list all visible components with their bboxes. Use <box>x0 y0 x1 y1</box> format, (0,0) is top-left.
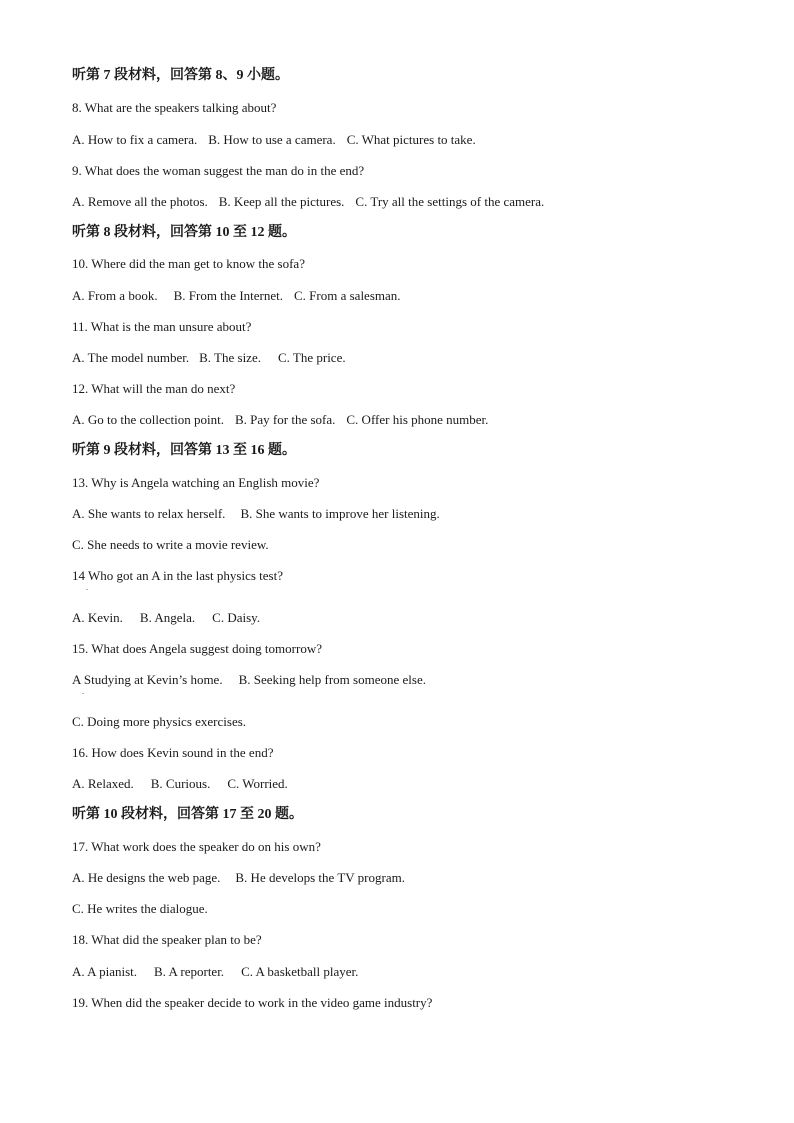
stray-dot: . <box>86 583 88 592</box>
option-13a: A. She wants to relax herself. <box>72 506 226 521</box>
option-8b: B. How to use a camera. <box>208 132 336 147</box>
option-15b: B. Seeking help from someone else. <box>238 672 426 687</box>
option-17b: B. He develops the TV program. <box>235 870 405 885</box>
options-18 <box>72 964 358 980</box>
option-17c: C. He writes the dialogue. <box>72 901 208 916</box>
question-14: 14 Who got an A in the last physics test? <box>72 568 283 583</box>
options-17 <box>72 870 405 886</box>
option-12c: C. Offer his phone number. <box>346 412 489 427</box>
option-16c: C. Worried. <box>227 776 288 791</box>
option-12a: A. Go to the collection point. <box>72 412 225 427</box>
options-11 <box>72 350 346 366</box>
option-10c: C. From a salesman. <box>294 288 401 303</box>
option-15c: C. Doing more physics exercises. <box>72 714 247 729</box>
option-16b: B. Curious. <box>150 776 211 791</box>
options-10 <box>72 288 401 304</box>
option-11c: C. The price. <box>277 350 346 365</box>
option-15a: A Studying at Kevin’s home. <box>72 672 223 687</box>
option-12b: B. Pay for the sofa. <box>235 412 336 427</box>
section-heading-8: 听第 8 段材料，回答第 10 至 12 题。 <box>72 225 296 240</box>
section-heading-7: 听第 7 段材料，回答第 8、9 小题。 <box>72 68 289 83</box>
options-9 <box>72 194 544 210</box>
option-14c: C. Daisy. <box>212 610 261 625</box>
option-9a: A. Remove all the photos. <box>72 194 208 209</box>
question-10: 10. Where did the man get to know the sofa? <box>72 256 305 271</box>
question-17: 17. What work does the speaker do on his own? <box>72 839 321 854</box>
option-14b: B. Angela. <box>139 610 196 625</box>
option-18b: B. A reporter. <box>154 964 225 979</box>
options-16 <box>72 776 288 792</box>
option-11b: B. The size. <box>199 350 261 365</box>
options-13 <box>72 506 440 522</box>
option-9c: C. Try all the settings of the camera. <box>355 194 545 209</box>
options-15 <box>72 672 426 688</box>
question-11: 11. What is the man unsure about? <box>72 319 252 334</box>
option-17a: A. He designs the web page. <box>72 870 221 885</box>
question-16: 16. How does Kevin sound in the end? <box>72 745 274 760</box>
options-14 <box>72 610 260 626</box>
option-18c: C. A basketball player. <box>241 964 359 979</box>
option-10b: B. From the Internet. <box>173 288 283 303</box>
option-11a: A. The model number. <box>72 350 190 365</box>
question-13: 13. Why is Angela watching an English movie? <box>72 475 320 490</box>
option-13c: C. She needs to write a movie review. <box>72 537 269 552</box>
option-13b: B. She wants to improve her listening. <box>240 506 440 521</box>
options-8 <box>72 132 476 148</box>
option-18a: A. A pianist. <box>72 964 138 979</box>
question-9: 9. What does the woman suggest the man do in the end? <box>72 163 365 178</box>
option-8a: A. How to fix a camera. <box>72 132 198 147</box>
option-14a: A. Kevin. <box>72 610 123 625</box>
option-9b: B. Keep all the pictures. <box>218 194 345 209</box>
option-8c: C. What pictures to take. <box>346 132 476 147</box>
question-15: 15. What does Angela suggest doing tomorrow? <box>72 641 322 656</box>
options-12 <box>72 412 488 428</box>
question-12: 12. What will the man do next? <box>72 381 236 396</box>
stray-dot: . <box>82 687 84 696</box>
option-16a: A. Relaxed. <box>72 776 134 791</box>
section-heading-9: 听第 9 段材料，回答第 13 至 16 题。 <box>72 443 296 458</box>
section-heading-10: 听第 10 段材料，回答第 17 至 20 题。 <box>72 807 303 822</box>
question-18: 18. What did the speaker plan to be? <box>72 932 262 947</box>
question-19: 19. When did the speaker decide to work in the video game industry? <box>72 995 433 1010</box>
question-8: 8. What are the speakers talking about? <box>72 100 277 115</box>
option-10a: A. From a book. <box>72 288 158 303</box>
